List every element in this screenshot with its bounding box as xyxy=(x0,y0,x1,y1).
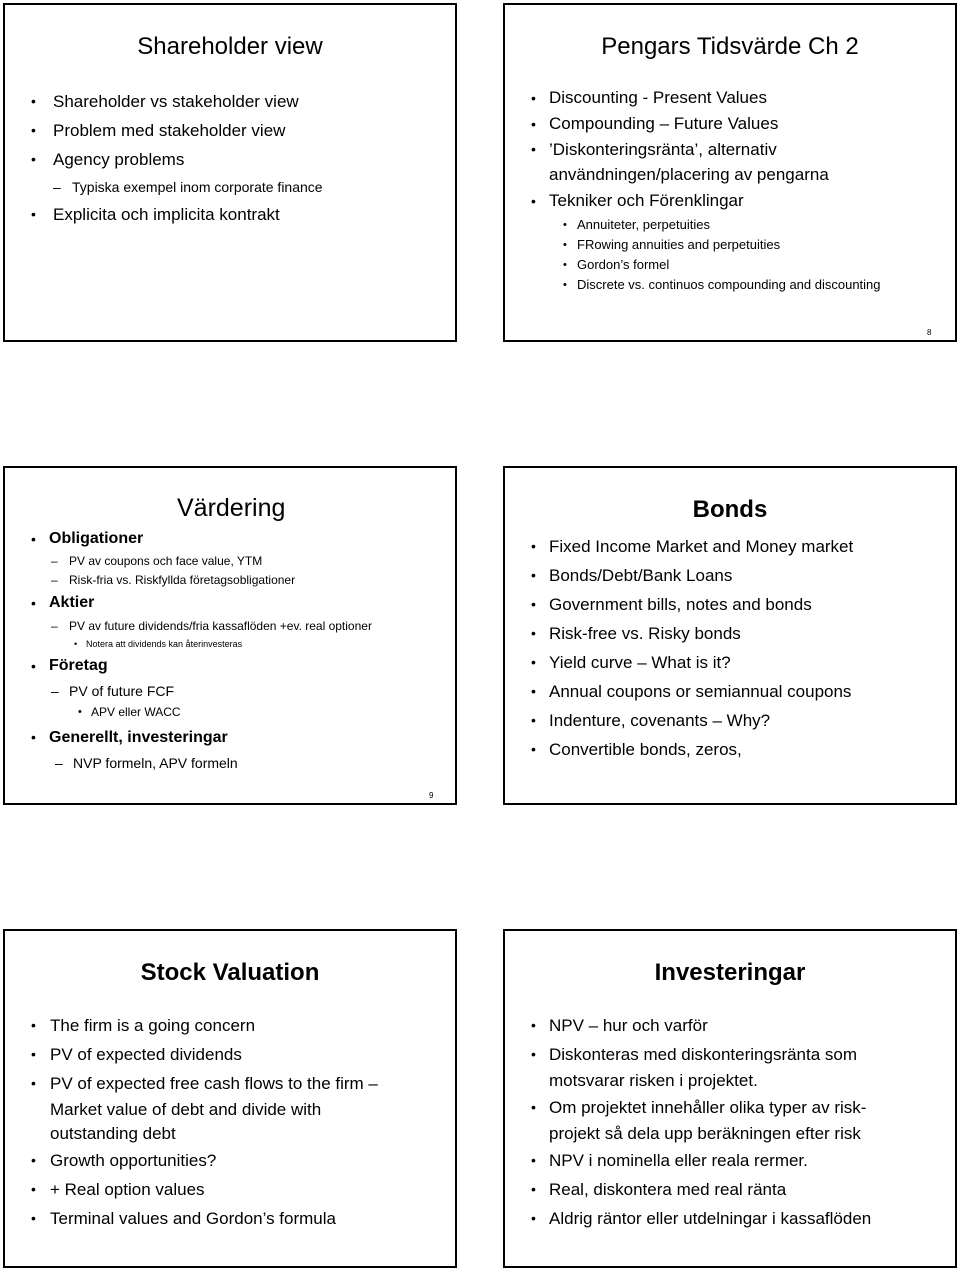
list-item: • Fixed Income Market and Money market xyxy=(531,537,854,556)
page-number: 8 xyxy=(927,328,932,337)
list-item: • Annual coupons or semiannual coupons xyxy=(531,682,852,701)
list-item: outstanding debt xyxy=(50,1124,176,1143)
list-item: projekt så dela upp beräkningen efter risk xyxy=(549,1124,861,1143)
list-item: • Real, diskontera med real ränta xyxy=(531,1180,787,1199)
list-item: användningen/placering av pengarna xyxy=(549,165,829,184)
list-item: • PV of expected dividends xyxy=(31,1045,242,1064)
slide-title: Shareholder view xyxy=(137,33,323,60)
slide-title: Bonds xyxy=(692,496,768,523)
list-item: motsvarar risken i projektet. xyxy=(549,1071,758,1090)
list-item: • Notera att dividends kan återinvesteras xyxy=(74,639,243,649)
slide-bonds xyxy=(503,466,957,805)
slide-investeringar xyxy=(503,929,957,1268)
list-item: • Discrete vs. continuos compounding and discounting xyxy=(563,277,881,292)
bullet-list xyxy=(31,526,372,774)
bullet-list xyxy=(531,1011,871,1233)
list-item: • Företag xyxy=(31,657,108,674)
list-item: • Government bills, notes and bonds xyxy=(531,595,812,614)
list-item: • Yield curve – What is it? xyxy=(531,653,731,672)
list-item: – NVP formeln, APV formeln xyxy=(55,755,238,771)
list-item: • Agency problems xyxy=(31,150,185,169)
list-item: • Annuiteter, perpetuities xyxy=(563,217,710,232)
list-item: • Discounting - Present Values xyxy=(531,88,767,107)
page-number: 9 xyxy=(429,791,434,800)
list-item: • Risk-free vs. Risky bonds xyxy=(531,624,741,643)
list-item: – Typiska exempel inom corporate finance xyxy=(53,179,323,195)
list-item: • NPV – hur och varför xyxy=(531,1016,708,1035)
bullet-list xyxy=(31,87,323,229)
list-item: – PV av coupons och face value, YTM xyxy=(51,554,263,568)
slide-title: Pengars Tidsvärde Ch 2 xyxy=(601,33,859,60)
list-item: • Convertible bonds, zeros, xyxy=(531,740,742,759)
slide-pengars-tidsvarde xyxy=(503,3,957,342)
bullet-list xyxy=(531,85,881,295)
list-item: • Growth opportunities? xyxy=(31,1151,217,1170)
list-item: • Indenture, covenants – Why? xyxy=(531,711,771,730)
list-item: • APV eller WACC xyxy=(78,705,181,719)
list-item: • Obligationer xyxy=(31,530,144,547)
list-item: • Gordon’s formel xyxy=(563,257,670,272)
list-item: • ’Diskonteringsränta’, alternativ xyxy=(531,140,777,159)
list-item: Market value of debt and divide with xyxy=(50,1100,322,1119)
list-item: • Om projektet innehåller olika typer av risk- xyxy=(531,1098,867,1117)
list-item: • Tekniker och Förenklingar xyxy=(531,191,744,210)
slide-title: Stock Valuation xyxy=(140,959,320,986)
list-item: • Problem med stakeholder view xyxy=(31,121,286,140)
list-item: • FRowing annuities and perpetuities xyxy=(563,237,781,252)
list-item: – PV of future FCF xyxy=(51,683,175,699)
slide-title: Värdering xyxy=(177,494,286,522)
list-item: • Generellt, investeringar xyxy=(31,729,228,746)
list-item: • The firm is a going concern xyxy=(31,1016,256,1035)
list-item: • Shareholder vs stakeholder view xyxy=(31,92,299,111)
list-item: • Diskonteras med diskonteringsränta som xyxy=(531,1045,858,1064)
list-item: – Risk-fria vs. Riskfyllda företagsobligationer xyxy=(51,573,296,587)
list-item: • Compounding – Future Values xyxy=(531,114,779,133)
list-item: • NPV i nominella eller reala rermer. xyxy=(531,1151,808,1170)
list-item: • Terminal values and Gordon’s formula xyxy=(31,1209,336,1228)
slide-vardering xyxy=(3,466,457,805)
list-item: • + Real option values xyxy=(31,1180,205,1199)
list-item: • Aktier xyxy=(31,594,95,611)
list-item: • Explicita och implicita kontrakt xyxy=(31,205,280,224)
list-item: • PV of expected free cash flows to the firm – xyxy=(31,1074,378,1093)
list-item: • Bonds/Debt/Bank Loans xyxy=(531,566,733,585)
list-item: • Aldrig räntor eller utdelningar i kassaflöden xyxy=(531,1209,872,1228)
list-item: – PV av future dividends/fria kassaflöden +ev. real optioner xyxy=(51,619,372,633)
slide-title: Investeringar xyxy=(654,959,806,986)
slide-shareholder-view xyxy=(3,3,457,342)
bullet-list xyxy=(31,1011,378,1233)
slide-stock-valuation xyxy=(3,929,457,1268)
bullet-list xyxy=(531,532,853,764)
